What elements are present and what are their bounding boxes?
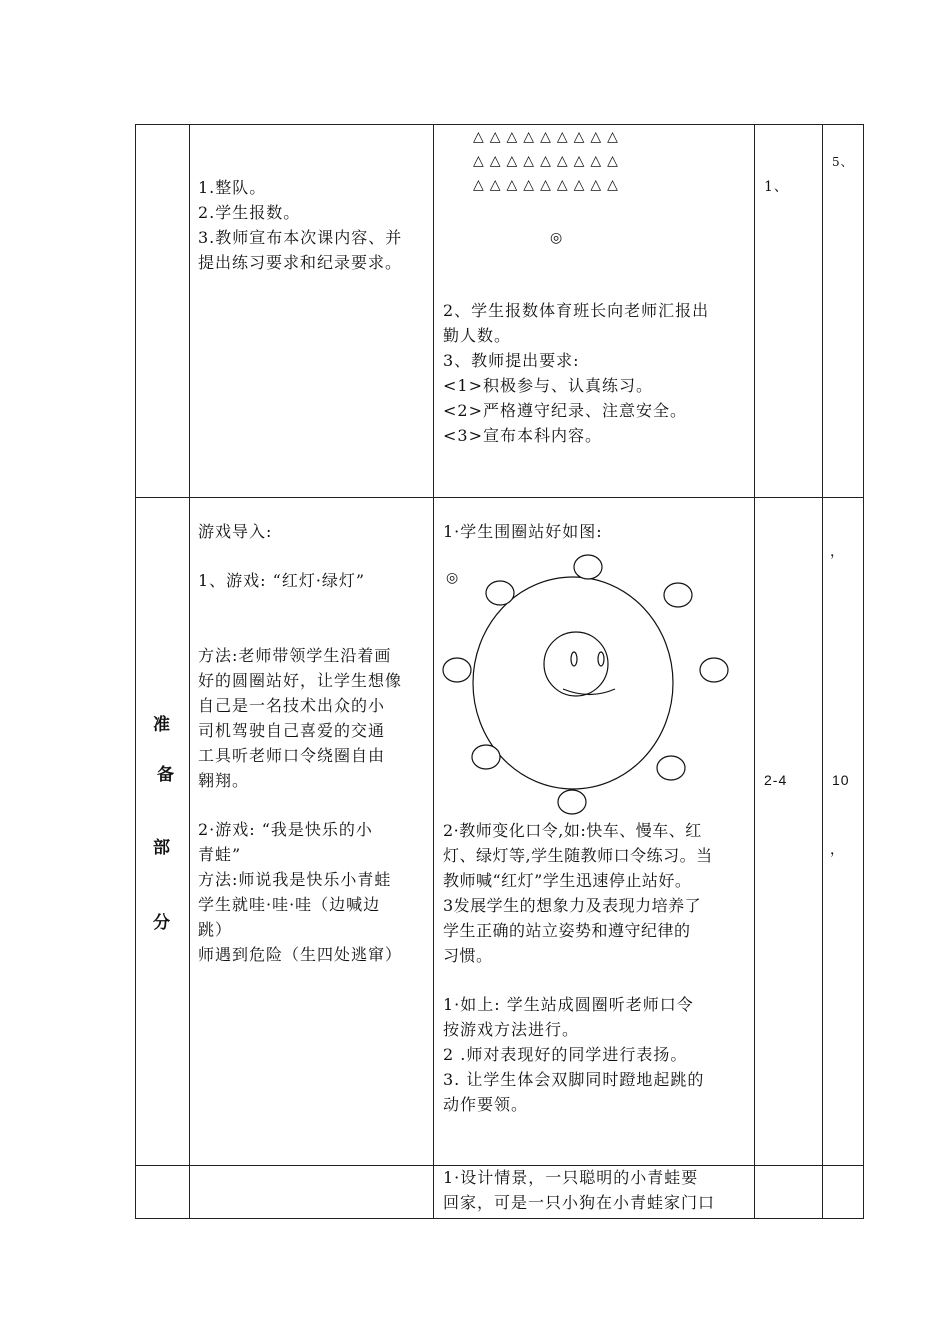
row2-time-mark: ，: [830, 544, 845, 560]
section-label-char: 准: [153, 715, 170, 735]
row2-content-line: 方法:老师带领学生沿着画: [198, 646, 392, 665]
row3-method-line: 1·设计情景，一只聪明的小青蛙要: [443, 1168, 699, 1187]
student-row-triangles: △△△△△△△△△: [473, 153, 624, 169]
row2-content-line: 2·游戏: “我是快乐的小: [198, 820, 373, 839]
row2-content-line: 好的圆圈站好，让学生想像: [198, 671, 403, 690]
student-oval: [472, 745, 500, 769]
section-label-char: 备: [157, 765, 174, 785]
student-oval: [664, 583, 692, 607]
row2-content-line: 青蛙”: [198, 845, 242, 864]
row1-method-line: 3、教师提出要求:: [443, 351, 580, 370]
row2-method-line: 3. 让学生体会双脚同时蹬地起跳的: [443, 1070, 705, 1089]
row2-content-line: 跳）: [198, 920, 233, 939]
student-ovals: [443, 555, 728, 814]
student-row-triangles: △△△△△△△△△: [473, 129, 624, 145]
row1-time: 5、: [832, 155, 854, 169]
row1-content-line: 提出练习要求和纪录要求。: [198, 253, 403, 272]
student-oval: [657, 756, 685, 780]
row2-content-line: 学生就哇·哇·哇（边喊边: [198, 895, 381, 914]
table-border-right: [863, 124, 864, 1219]
teacher-position-icon: ◎: [446, 570, 460, 586]
row1-method-line: 2、学生报数体育班长向老师汇报出: [443, 301, 710, 320]
col-divider-3: [754, 124, 755, 1219]
circle-formation-diagram: [440, 550, 740, 818]
col-divider-1: [189, 124, 190, 1219]
section-label-char: 部: [153, 838, 170, 858]
row1-count: 1、: [764, 179, 789, 195]
row2-content-line: 方法:师说我是快乐小青蛙: [198, 870, 392, 889]
col-divider-4: [822, 124, 823, 1219]
row2-count: 2-4: [764, 772, 788, 788]
row2-time: 10: [832, 772, 850, 788]
smiley-face-icon: [544, 632, 615, 696]
col-divider-2: [433, 124, 434, 1219]
row2-time-mark: ，: [830, 842, 845, 858]
row2-content-line: 自己是一名技术出众的小: [198, 696, 386, 715]
row1-method-line: <1>积极参与、认真练习。: [443, 376, 653, 395]
row2-method-line: 灯、绿灯等,学生随教师口令练习。当: [443, 846, 713, 865]
row2-content-line: 游戏导入:: [198, 522, 273, 541]
row2-method-line: 学生正确的站立姿势和遵守纪律的: [443, 921, 691, 940]
row2-method-line: 1·如上: 学生站成圆圈听老师口令: [443, 995, 694, 1014]
row2-method-line: 按游戏方法进行。: [443, 1020, 580, 1039]
student-oval: [700, 658, 728, 682]
row1-content-line: 2.学生报数。: [198, 203, 301, 222]
row2-content-line: 翱翔。: [198, 771, 250, 790]
student-oval: [486, 581, 514, 605]
row2-method-line: 3发展学生的想象力及表现力培养了: [443, 896, 702, 915]
row1-method-line: <2>严格遵守纪录、注意安全。: [443, 401, 687, 420]
large-circle: [473, 577, 673, 789]
row2-method-line: 动作要领。: [443, 1095, 529, 1114]
row1-content-line: 1.整队。: [198, 178, 267, 197]
student-oval: [558, 790, 586, 814]
table-border-left: [135, 124, 136, 1219]
row1-method-line: 勤人数。: [443, 326, 512, 345]
student-oval: [443, 658, 471, 682]
student-oval: [574, 555, 602, 579]
row2-method-line: 2 .师对表现好的同学进行表扬。: [443, 1045, 688, 1064]
row1-content-line: 3.教师宣布本次课内容、并: [198, 228, 403, 247]
row2-method-line: 习惯。: [443, 946, 493, 965]
row2-method-line: 教师喊“红灯”学生迅速停止站好。: [443, 871, 692, 890]
row2-method-intro: 1·学生围圈站好如图:: [443, 522, 603, 541]
row2-content-line: 工具听老师口令绕圈自由: [198, 746, 386, 765]
teacher-position-icon: ◎: [550, 230, 564, 246]
student-row-triangles: △△△△△△△△△: [473, 177, 624, 193]
row3-method-line: 回家，可是一只小狗在小青蛙家门口: [443, 1193, 716, 1212]
section-label-char: 分: [153, 913, 170, 933]
row2-content-line: 司机驾驶自己喜爱的交通: [198, 721, 386, 740]
row2-method-line: 2·教师变化口令,如:快车、慢车、红: [443, 821, 702, 840]
row1-method-line: <3>宣布本科内容。: [443, 426, 602, 445]
row2-content-line: 1、游戏: “红灯·绿灯”: [198, 571, 366, 590]
row2-content-line: 师遇到危险（生四处逃窜）: [198, 945, 403, 964]
